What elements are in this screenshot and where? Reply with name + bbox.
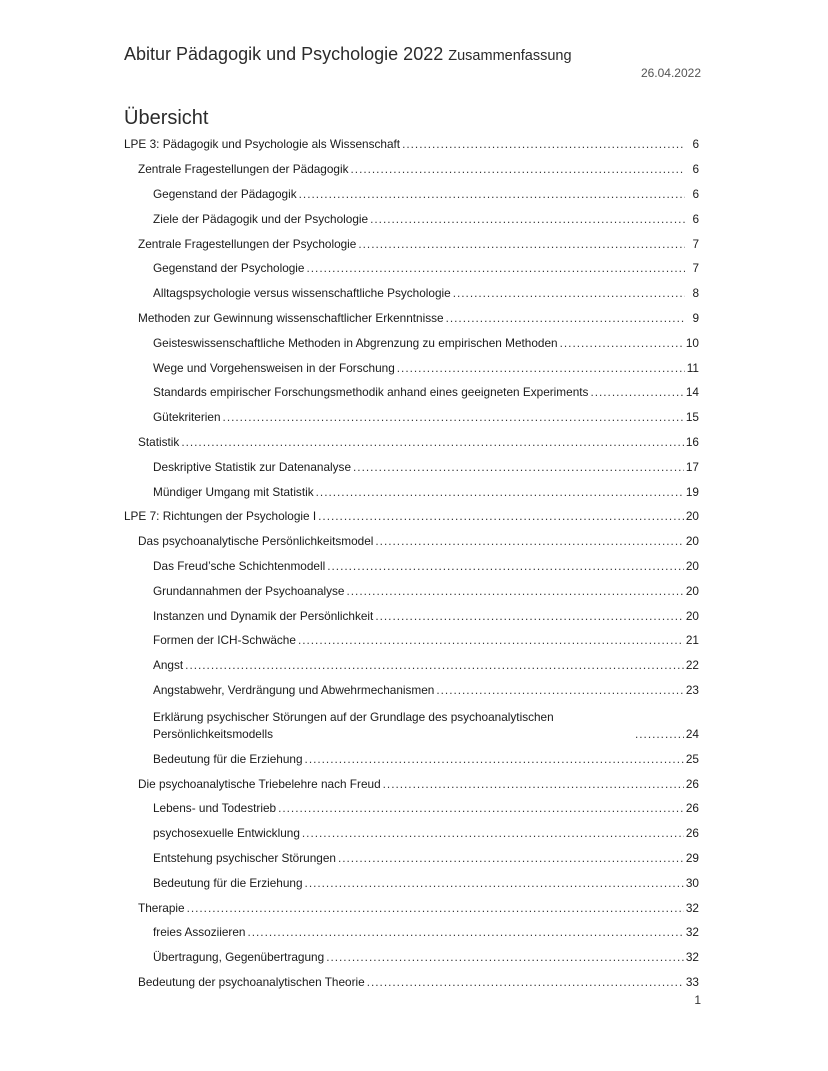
toc-entry-page: 10: [685, 335, 699, 350]
toc-entry-title: Das psychoanalytische Persönlichkeitsmodel: [138, 534, 374, 549]
toc-entry-title: Alltagspsychologie versus wissenschaftliche Psychologie: [153, 286, 451, 301]
toc-entry-title: Gütekriterien: [153, 410, 221, 425]
toc-dot-leader: [590, 385, 683, 399]
toc-entry[interactable]: [124, 628, 699, 653]
toc-dot-leader: [397, 361, 685, 375]
toc-entry[interactable]: [124, 945, 699, 970]
toc-entry-title: Gegenstand der Psychologie: [153, 261, 305, 276]
toc-dot-leader: [351, 162, 685, 176]
toc-entry-page: 32: [685, 900, 699, 915]
toc-dot-leader: [453, 286, 685, 300]
toc-dot-leader: [370, 212, 685, 226]
toc-entry[interactable]: [124, 970, 699, 995]
toc-entry[interactable]: [124, 529, 699, 554]
toc-entry-title: Angstabwehr, Verdrängung und Abwehrmechanismen: [153, 682, 435, 697]
toc-entry[interactable]: [124, 306, 699, 331]
toc-dot-leader: [436, 683, 684, 697]
toc-dot-leader: [383, 777, 684, 791]
toc-entry-title: Instanzen und Dynamik der Persönlichkeit: [153, 608, 374, 623]
document-title: [124, 44, 572, 65]
toc-entry-title: Erklärung psychischer Störungen auf der Grundlage des psychoanalytischen Persönlichkeitsmodells: [153, 710, 554, 742]
toc-dot-leader: [446, 311, 685, 325]
toc-dot-leader: [181, 435, 684, 449]
toc-dot-leader: [367, 975, 684, 989]
toc-entry-page: 7: [692, 261, 699, 276]
toc-entry[interactable]: [124, 231, 699, 256]
toc-entry[interactable]: [124, 702, 699, 746]
toc-dot-leader: [375, 609, 684, 623]
toc-entry[interactable]: [124, 355, 699, 380]
toc-dot-leader: [358, 237, 685, 251]
toc-entry-page: 9: [692, 310, 699, 325]
toc-entry[interactable]: [124, 653, 699, 678]
toc-entry[interactable]: [124, 504, 699, 529]
toc-dot-leader: [347, 584, 684, 598]
toc-entry-title: Bedeutung für die Erziehung: [153, 751, 303, 766]
toc-entry[interactable]: [124, 132, 699, 157]
toc-dot-leader: [247, 925, 683, 939]
toc-entry-page: 6: [692, 162, 699, 177]
toc-entry-title: Zentrale Fragestellungen der Pädagogik: [138, 162, 349, 177]
toc-entry[interactable]: [124, 771, 699, 796]
toc-entry-page: 11: [686, 360, 699, 375]
toc-dot-leader: [635, 726, 684, 743]
toc-entry-title: Grundannahmen der Psychoanalyse: [153, 583, 345, 598]
toc-dot-leader: [375, 534, 683, 548]
toc-dot-leader: [318, 509, 684, 523]
document-title-main: Abitur Pädagogik und Psychologie 2022: [124, 44, 444, 64]
toc-entry-title: freies Assoziieren: [153, 925, 246, 940]
toc-entry-title: LPE 7: Richtungen der Psychologie I: [124, 509, 317, 524]
toc-entry-page: 15: [685, 410, 699, 425]
toc-entry-page: 6: [692, 211, 699, 226]
toc-entry-title: Übertragung, Gegenübertragung: [153, 950, 325, 965]
toc-entry[interactable]: [124, 895, 699, 920]
toc-entry-title: Mündiger Umgang mit Statistik: [153, 484, 314, 499]
document-subtitle: Zusammenfassung: [448, 48, 572, 64]
toc-dot-leader: [307, 261, 686, 275]
toc-dot-leader: [299, 187, 685, 201]
toc-entry-title: Statistik: [138, 434, 180, 449]
toc-entry-page: 14: [685, 385, 699, 400]
toc-entry-page: 8: [692, 286, 699, 301]
toc-dot-leader: [402, 137, 685, 151]
table-of-contents: [124, 132, 699, 994]
toc-entry[interactable]: [124, 430, 699, 455]
toc-dot-leader: [305, 752, 684, 766]
toc-entry-page: 23: [685, 682, 699, 697]
page-number: 1: [694, 993, 701, 1007]
toc-entry[interactable]: [124, 746, 699, 771]
toc-entry-page: 20: [685, 583, 699, 598]
toc-entry-title: Bedeutung für die Erziehung: [153, 875, 303, 890]
toc-entry-title: Ziele der Pädagogik und der Psychologie: [153, 211, 369, 226]
toc-entry-page: 6: [692, 137, 699, 152]
toc-entry-page: 29: [685, 850, 699, 865]
toc-dot-leader: [316, 485, 684, 499]
toc-entry-title: Geisteswissenschaftliche Methoden in Abgrenzung zu empirischen Methoden: [153, 335, 558, 350]
toc-entry-page: 17: [685, 459, 699, 474]
toc-entry-page: 30: [685, 875, 699, 890]
toc-dot-leader: [338, 851, 684, 865]
toc-entry-page: 20: [685, 509, 699, 524]
toc-dot-leader: [298, 633, 684, 647]
toc-entry-page: 6: [692, 186, 699, 201]
toc-dot-leader: [187, 901, 684, 915]
toc-entry[interactable]: [124, 157, 699, 182]
toc-entry-title: Lebens- und Todestrieb: [153, 801, 277, 816]
toc-entry-page: 20: [685, 534, 699, 549]
toc-entry[interactable]: [124, 206, 699, 231]
toc-entry-title: Formen der ICH-Schwäche: [153, 633, 296, 648]
toc-entry-page: 20: [685, 558, 699, 573]
toc-dot-leader: [223, 410, 684, 424]
toc-dot-leader: [278, 801, 684, 815]
toc-entry-page: 26: [685, 776, 699, 791]
toc-entry[interactable]: [124, 405, 699, 430]
toc-entry[interactable]: [124, 554, 699, 579]
toc-entry[interactable]: [124, 256, 699, 281]
toc-entry-title: Therapie: [138, 900, 185, 915]
toc-entry[interactable]: [124, 796, 699, 821]
toc-entry[interactable]: [124, 821, 699, 846]
toc-entry-page: 22: [685, 658, 699, 673]
toc-entry[interactable]: [124, 454, 699, 479]
toc-entry-page: 26: [685, 826, 699, 841]
toc-entry[interactable]: [124, 330, 699, 355]
toc-entry[interactable]: [124, 920, 699, 945]
toc-entry-title: Angst: [153, 658, 184, 673]
toc-entry-page: 16: [685, 434, 699, 449]
toc-dot-leader: [353, 460, 684, 474]
toc-entry-title: Methoden zur Gewinnung wissenschaftlicher Erkenntnisse: [138, 310, 444, 325]
toc-entry-page: 32: [685, 925, 699, 940]
toc-entry-title: psychosexuelle Entwicklung: [153, 826, 300, 841]
toc-entry[interactable]: [124, 846, 699, 871]
toc-dot-leader: [326, 950, 684, 964]
toc-heading: Übersicht: [124, 107, 209, 129]
toc-entry-page: 26: [685, 801, 699, 816]
toc-entry-title: Bedeutung der psychoanalytischen Theorie: [138, 974, 365, 989]
toc-entry-title: Entstehung psychischer Störungen: [153, 850, 336, 865]
toc-entry-title: Standards empirischer Forschungsmethodik anhand eines geeigneten Experiments: [153, 385, 589, 400]
toc-entry-page: 19: [685, 484, 699, 499]
toc-entry[interactable]: [124, 182, 699, 207]
toc-entry-page: 25: [685, 751, 699, 766]
toc-entry-title: Zentrale Fragestellungen der Psychologie: [138, 236, 357, 251]
toc-entry-page: 20: [685, 608, 699, 623]
toc-dot-leader: [560, 336, 684, 350]
toc-entry[interactable]: [124, 603, 699, 628]
toc-entry[interactable]: [124, 870, 699, 895]
toc-dot-leader: [185, 658, 684, 672]
toc-entry-title: Wege und Vorgehensweisen in der Forschung: [153, 360, 395, 375]
toc-entry[interactable]: [124, 281, 699, 306]
toc-entry-title: Gegenstand der Pädagogik: [153, 186, 297, 201]
toc-entry-page: 32: [685, 950, 699, 965]
toc-entry[interactable]: [124, 578, 699, 603]
toc-dot-leader: [327, 559, 684, 573]
document-date: 26.04.2022: [640, 66, 701, 80]
toc-entry[interactable]: [124, 678, 699, 703]
toc-entry[interactable]: [124, 380, 699, 405]
toc-entry-page: 24: [685, 727, 699, 742]
toc-entry-page: 21: [685, 633, 699, 648]
toc-entry-page: 7: [692, 236, 699, 251]
toc-dot-leader: [302, 826, 684, 840]
toc-entry-page: 33: [685, 974, 699, 989]
toc-dot-leader: [305, 876, 684, 890]
toc-entry-title: LPE 3: Pädagogik und Psychologie als Wissenschaft: [124, 137, 401, 152]
toc-entry-title: Deskriptive Statistik zur Datenanalyse: [153, 459, 352, 474]
toc-entry-title: Die psychoanalytische Triebelehre nach Freud: [138, 776, 381, 791]
toc-entry[interactable]: [124, 479, 699, 504]
toc-entry-title: Das Freud’sche Schichtenmodell: [153, 558, 326, 573]
